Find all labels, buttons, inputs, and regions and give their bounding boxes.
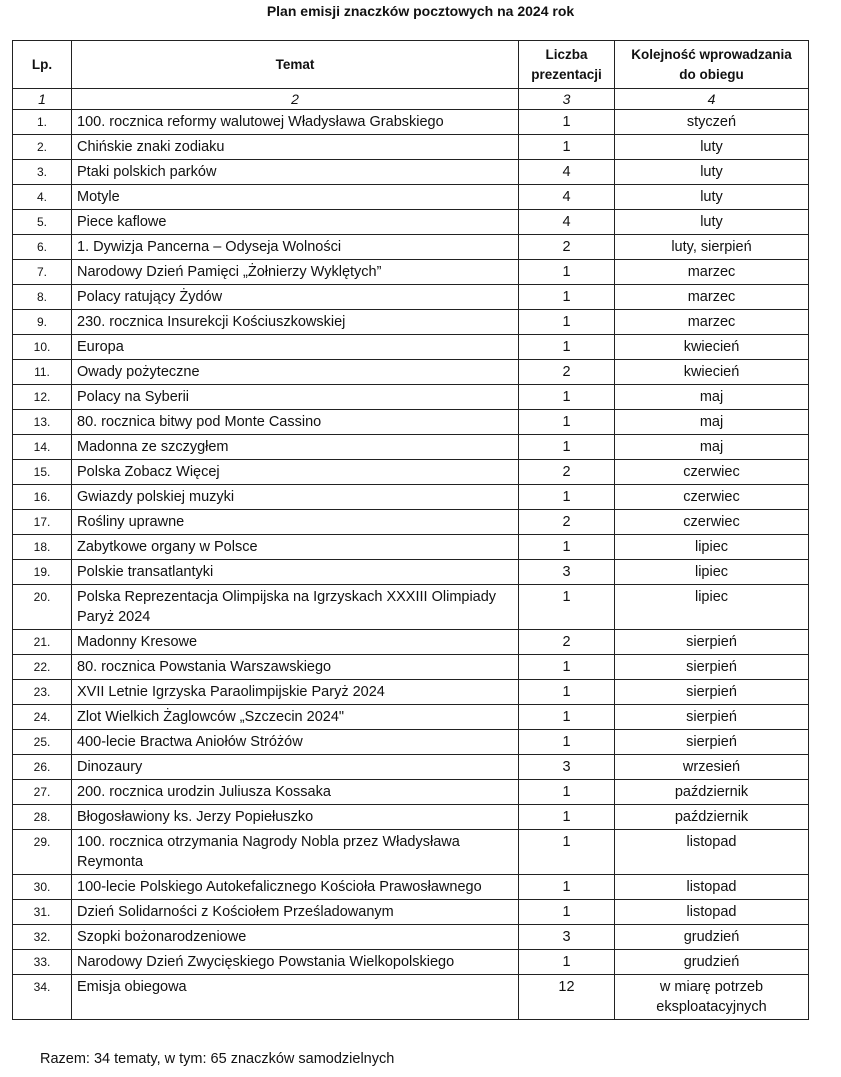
row-temat: Dinozaury: [72, 755, 519, 780]
table-row: [13, 135, 809, 160]
row-liczba: 1: [519, 535, 615, 560]
table-row: [13, 385, 809, 410]
table-row: [13, 435, 809, 460]
row-kolejnosc: kwiecień: [615, 335, 809, 360]
table-row: [13, 585, 809, 630]
row-kolejnosc: luty: [615, 185, 809, 210]
row-kolejnosc: sierpień: [615, 705, 809, 730]
row-temat: Madonna ze szczygłem: [72, 435, 519, 460]
row-temat: Dzień Solidarności z Kościołem Prześladowanym: [72, 900, 519, 925]
row-kolejnosc: wrzesień: [615, 755, 809, 780]
row-liczba: 3: [519, 755, 615, 780]
row-liczba: 12: [519, 975, 615, 1020]
row-liczba: 1: [519, 805, 615, 830]
row-kolejnosc: grudzień: [615, 950, 809, 975]
row-liczba: 1: [519, 950, 615, 975]
row-kolejnosc: październik: [615, 780, 809, 805]
row-liczba: 1: [519, 585, 615, 630]
header-temat: Temat: [72, 41, 519, 89]
row-lp: 9.: [13, 310, 72, 335]
row-liczba: 1: [519, 410, 615, 435]
row-lp: 12.: [13, 385, 72, 410]
row-liczba: 3: [519, 560, 615, 585]
table-row: [13, 310, 809, 335]
table-row: [13, 805, 809, 830]
row-temat: Zlot Wielkich Żaglowców „Szczecin 2024": [72, 705, 519, 730]
row-temat: Ptaki polskich parków: [72, 160, 519, 185]
row-temat: Narodowy Dzień Zwycięskiego Powstania Wielkopolskiego: [72, 950, 519, 975]
column-number-row: [13, 89, 809, 110]
row-temat: Polska Reprezentacja Olimpijska na Igrzyskach XXXIII Olimpiady Paryż 2024: [72, 585, 519, 630]
row-kolejnosc: maj: [615, 435, 809, 460]
row-lp: 17.: [13, 510, 72, 535]
row-lp: 8.: [13, 285, 72, 310]
row-kolejnosc: kwiecień: [615, 360, 809, 385]
row-lp: 25.: [13, 730, 72, 755]
row-kolejnosc: maj: [615, 385, 809, 410]
row-liczba: 1: [519, 110, 615, 135]
row-liczba: 1: [519, 875, 615, 900]
row-liczba: 1: [519, 705, 615, 730]
row-kolejnosc: marzec: [615, 260, 809, 285]
row-liczba: 1: [519, 830, 615, 875]
row-temat: Polskie transatlantyki: [72, 560, 519, 585]
row-kolejnosc: luty: [615, 135, 809, 160]
row-lp: 6.: [13, 235, 72, 260]
row-lp: 15.: [13, 460, 72, 485]
row-kolejnosc: lipiec: [615, 535, 809, 560]
row-liczba: 1: [519, 135, 615, 160]
row-lp: 1.: [13, 110, 72, 135]
row-liczba: 4: [519, 160, 615, 185]
row-lp: 3.: [13, 160, 72, 185]
header-kolejnosc-line2: do obiegu: [679, 66, 744, 82]
row-lp: 10.: [13, 335, 72, 360]
stamp-plan-table: [12, 40, 809, 1020]
row-lp: 28.: [13, 805, 72, 830]
row-lp: 26.: [13, 755, 72, 780]
row-lp: 13.: [13, 410, 72, 435]
row-kolejnosc: październik: [615, 805, 809, 830]
row-lp: 20.: [13, 585, 72, 630]
row-liczba: 1: [519, 780, 615, 805]
row-temat: 100. rocznica reformy walutowej Władysława Grabskiego: [72, 110, 519, 135]
table-row: [13, 755, 809, 780]
row-liczba: 1: [519, 680, 615, 705]
row-kolejnosc: sierpień: [615, 730, 809, 755]
row-lp: 27.: [13, 780, 72, 805]
row-lp: 23.: [13, 680, 72, 705]
row-temat: 400-lecie Bractwa Aniołów Stróżów: [72, 730, 519, 755]
row-liczba: 2: [519, 360, 615, 385]
header-lp: Lp.: [13, 41, 72, 89]
row-liczba: 1: [519, 285, 615, 310]
table-row: [13, 460, 809, 485]
row-liczba: 1: [519, 310, 615, 335]
row-temat: Szopki bożonarodzeniowe: [72, 925, 519, 950]
row-temat: Polacy na Syberii: [72, 385, 519, 410]
row-temat: Piece kaflowe: [72, 210, 519, 235]
row-liczba: 4: [519, 185, 615, 210]
row-liczba: 1: [519, 485, 615, 510]
row-temat: 200. rocznica urodzin Juliusza Kossaka: [72, 780, 519, 805]
row-liczba: 1: [519, 900, 615, 925]
row-kolejnosc: czerwiec: [615, 460, 809, 485]
table-row: [13, 110, 809, 135]
row-temat: Gwiazdy polskiej muzyki: [72, 485, 519, 510]
table-row: [13, 160, 809, 185]
table-row: [13, 730, 809, 755]
row-lp: 4.: [13, 185, 72, 210]
row-kolejnosc: luty: [615, 160, 809, 185]
row-temat: Emisja obiegowa: [72, 975, 519, 1020]
header-kolejnosc-line1: Kolejność wprowadzania: [631, 46, 792, 62]
row-liczba: 1: [519, 335, 615, 360]
row-temat: Błogosławiony ks. Jerzy Popiełuszko: [72, 805, 519, 830]
row-liczba: 4: [519, 210, 615, 235]
row-lp: 32.: [13, 925, 72, 950]
table-row: [13, 780, 809, 805]
column-number: 3: [519, 89, 615, 110]
row-liczba: 1: [519, 730, 615, 755]
row-lp: 18.: [13, 535, 72, 560]
document-title: Plan emisji znaczków pocztowych na 2024 rok: [266, 3, 575, 19]
table-row: [13, 705, 809, 730]
table-row: [13, 535, 809, 560]
header-kolejnosc: [615, 41, 809, 89]
row-liczba: 1: [519, 435, 615, 460]
row-lp: 31.: [13, 900, 72, 925]
table-row: [13, 485, 809, 510]
row-lp: 30.: [13, 875, 72, 900]
table-row: [13, 925, 809, 950]
row-temat: Narodowy Dzień Pamięci „Żołnierzy Wyklętych”: [72, 260, 519, 285]
table-row: [13, 630, 809, 655]
row-lp: 7.: [13, 260, 72, 285]
column-number: 4: [615, 89, 809, 110]
row-liczba: 2: [519, 630, 615, 655]
table-row: [13, 260, 809, 285]
row-kolejnosc: marzec: [615, 285, 809, 310]
row-liczba: 2: [519, 460, 615, 485]
row-temat: 80. rocznica Powstania Warszawskiego: [72, 655, 519, 680]
row-temat: 1. Dywizja Pancerna – Odyseja Wolności: [72, 235, 519, 260]
table-row: [13, 410, 809, 435]
row-temat: Motyle: [72, 185, 519, 210]
table-row: [13, 830, 809, 875]
row-kolejnosc: czerwiec: [615, 510, 809, 535]
row-temat: Polacy ratujący Żydów: [72, 285, 519, 310]
summary-footer: Razem: 34 tematy, w tym: 65 znaczków samodzielnych: [40, 1051, 395, 1067]
row-kolejnosc: listopad: [615, 875, 809, 900]
row-kolejnosc: styczeń: [615, 110, 809, 135]
row-kolejnosc: marzec: [615, 310, 809, 335]
row-kolejnosc: lipiec: [615, 560, 809, 585]
row-lp: 21.: [13, 630, 72, 655]
row-liczba: 2: [519, 510, 615, 535]
header-liczba: [519, 41, 615, 89]
header-liczba-line1: Liczba: [545, 46, 588, 62]
row-liczba: 1: [519, 260, 615, 285]
row-temat: Zabytkowe organy w Polsce: [72, 535, 519, 560]
table-body: [13, 110, 809, 1020]
row-lp: 16.: [13, 485, 72, 510]
row-lp: 5.: [13, 210, 72, 235]
row-kolejnosc: listopad: [615, 830, 809, 875]
row-temat: Europa: [72, 335, 519, 360]
table-row: [13, 510, 809, 535]
row-kolejnosc: listopad: [615, 900, 809, 925]
row-kolejnosc: sierpień: [615, 630, 809, 655]
row-lp: 29.: [13, 830, 72, 875]
row-kolejnosc: luty: [615, 210, 809, 235]
table-row: [13, 285, 809, 310]
row-kolejnosc: maj: [615, 410, 809, 435]
row-lp: 24.: [13, 705, 72, 730]
table-row: [13, 875, 809, 900]
table-row: [13, 210, 809, 235]
row-temat: 100. rocznica otrzymania Nagrody Nobla przez Władysława Reymonta: [72, 830, 519, 875]
row-temat: Chińskie znaki zodiaku: [72, 135, 519, 160]
header-row: [13, 41, 809, 89]
table-row: [13, 335, 809, 360]
row-temat: 100-lecie Polskiego Autokefalicznego Kościoła Prawosławnego: [72, 875, 519, 900]
row-kolejnosc: sierpień: [615, 680, 809, 705]
row-lp: 14.: [13, 435, 72, 460]
row-lp: 34.: [13, 975, 72, 1020]
table-row: [13, 900, 809, 925]
row-temat: Owady pożyteczne: [72, 360, 519, 385]
row-liczba: 3: [519, 925, 615, 950]
row-lp: 2.: [13, 135, 72, 160]
column-number: 2: [72, 89, 519, 110]
row-kolejnosc: sierpień: [615, 655, 809, 680]
table-row: [13, 560, 809, 585]
row-liczba: 2: [519, 235, 615, 260]
header-liczba-line2: prezentacji: [531, 66, 602, 82]
row-kolejnosc: luty, sierpień: [615, 235, 809, 260]
row-temat: Madonny Kresowe: [72, 630, 519, 655]
table-row: [13, 950, 809, 975]
row-kolejnosc: w miarę potrzeb eksploatacyjnych: [615, 975, 809, 1020]
table-row: [13, 235, 809, 260]
row-temat: Rośliny uprawne: [72, 510, 519, 535]
table-row: [13, 655, 809, 680]
row-kolejnosc: czerwiec: [615, 485, 809, 510]
row-liczba: 1: [519, 385, 615, 410]
row-temat: XVII Letnie Igrzyska Paraolimpijskie Paryż 2024: [72, 680, 519, 705]
column-number: 1: [13, 89, 72, 110]
row-liczba: 1: [519, 655, 615, 680]
table-row: [13, 680, 809, 705]
table-row: [13, 185, 809, 210]
row-lp: 33.: [13, 950, 72, 975]
row-temat: 230. rocznica Insurekcji Kościuszkowskiej: [72, 310, 519, 335]
row-kolejnosc: grudzień: [615, 925, 809, 950]
row-lp: 11.: [13, 360, 72, 385]
table-row: [13, 975, 809, 1020]
row-temat: Polska Zobacz Więcej: [72, 460, 519, 485]
row-temat: 80. rocznica bitwy pod Monte Cassino: [72, 410, 519, 435]
table-row: [13, 360, 809, 385]
row-lp: 22.: [13, 655, 72, 680]
row-lp: 19.: [13, 560, 72, 585]
row-kolejnosc: lipiec: [615, 585, 809, 630]
